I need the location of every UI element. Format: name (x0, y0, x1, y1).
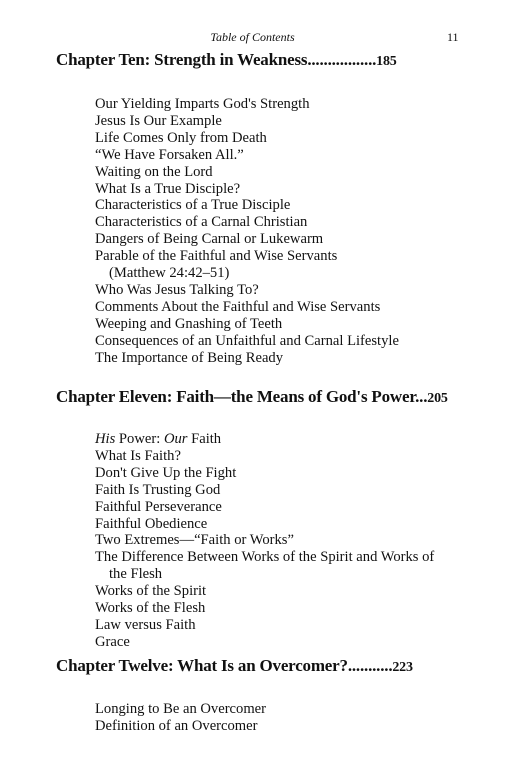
toc-entry: Longing to Be an Overcomer (95, 701, 267, 717)
toc-entry (95, 431, 465, 448)
toc-entry: Consequences of an Unfaithful and Carnal Lifestyle (95, 332, 399, 349)
toc-entry-continuation: (Matthew 24:42–51) (109, 265, 230, 282)
toc-entry: Faith Is Trusting God (95, 481, 221, 498)
toc-entry-continuation: the Flesh (109, 566, 163, 583)
emphasis-our: Our (163, 431, 188, 447)
toc-entry: Works of the Spirit (95, 583, 207, 600)
chapter-title: Chapter Eleven: Faith—the Means of God's Power (56, 387, 416, 406)
chapter-title: Chapter Ten: Strength in Weakness (56, 50, 308, 69)
toc-entry: Weeping and Gnashing of Teeth (95, 315, 283, 332)
toc-entry: Faithful Perseverance (95, 498, 222, 515)
chapter-eleven-heading (56, 387, 456, 407)
toc-entry: Waiting on the Lord (95, 163, 213, 180)
toc-entry: Two Extremes—“Faith or Works” (95, 532, 294, 549)
toc-entry: Comments About the Faithful and Wise Servants (95, 298, 381, 315)
toc-entry: Characteristics of a Carnal Christian (95, 214, 308, 231)
leader-dots: ... (415, 387, 428, 406)
toc-entry: Works of the Flesh (95, 600, 206, 617)
toc-entry: Life Comes Only from Death (95, 129, 267, 146)
chapter-page: 185 (376, 54, 397, 69)
chapter-ten-entries (95, 96, 465, 367)
toc-entry: Parable of the Faithful and Wise Servants (95, 248, 338, 265)
text-faith: Faith (187, 431, 222, 447)
toc-entry: Characteristics of a True Disciple (95, 197, 291, 214)
toc-entry: “We Have Forsaken All.” (95, 146, 244, 163)
leader-dots: ........... (347, 656, 393, 675)
page-number: 11 (447, 30, 459, 44)
toc-entry: Grace (95, 633, 130, 650)
toc-entry: The Importance of Being Ready (95, 349, 284, 366)
toc-entry: Law versus Faith (95, 616, 196, 633)
toc-entry: Our Yielding Imparts God's Strength (95, 96, 310, 112)
text-power: Power: (115, 431, 164, 447)
chapter-twelve-entries (95, 701, 465, 735)
toc-entry: Definition of an Overcomer (95, 717, 258, 734)
toc-entry: Faithful Obedience (95, 515, 208, 532)
toc-entry: What Is a True Disciple? (95, 180, 241, 197)
chapter-title: Chapter Twelve: What Is an Overcomer? (56, 656, 348, 675)
chapter-ten-heading (56, 50, 456, 70)
toc-entry: What Is Faith? (95, 447, 181, 464)
emphasis-his: His (95, 431, 116, 447)
leader-dots: ................. (307, 50, 377, 69)
chapter-page: 223 (392, 660, 413, 675)
running-head: Table of Contents (210, 30, 295, 44)
chapter-page: 205 (427, 391, 448, 406)
toc-entry: Jesus Is Our Example (95, 112, 222, 129)
toc-entry: The Difference Between Works of the Spirit and Works of (95, 549, 435, 566)
toc-entry: Don't Give Up the Fight (95, 464, 237, 481)
chapter-eleven-entries (95, 431, 465, 651)
toc-entry: Who Was Jesus Talking To? (95, 281, 259, 298)
chapter-twelve-heading (56, 656, 456, 676)
toc-entry: Dangers of Being Carnal or Lukewarm (95, 231, 324, 248)
